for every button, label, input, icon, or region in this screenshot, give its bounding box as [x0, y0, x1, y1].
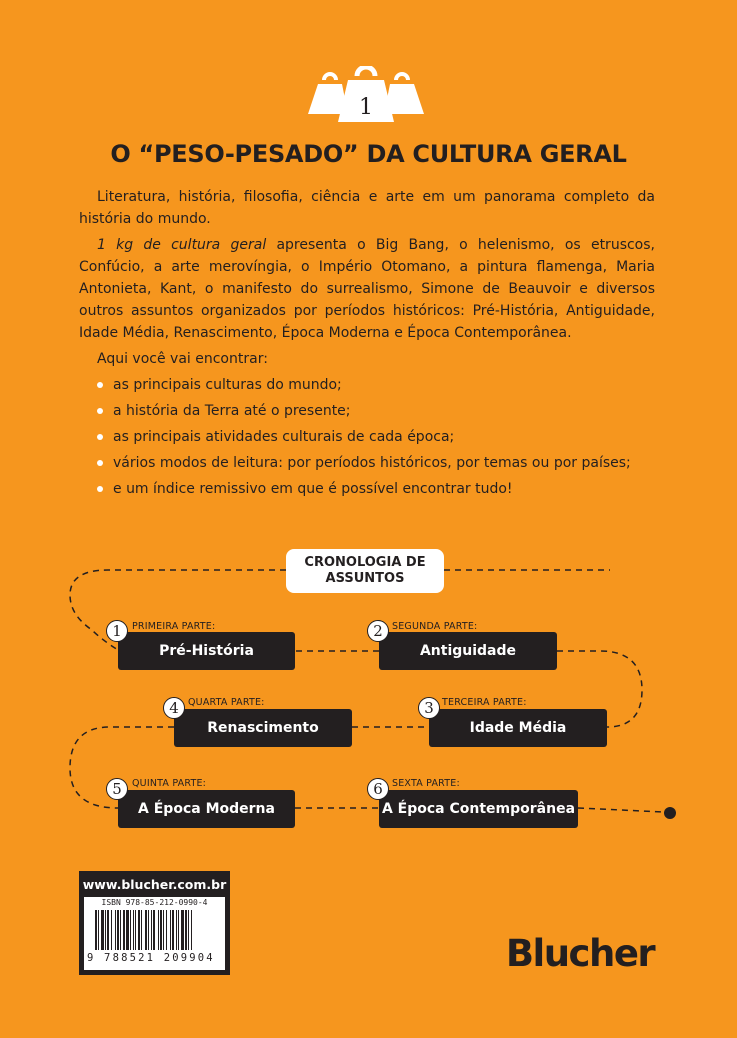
barcode-icon [95, 910, 223, 956]
stage-2-label: SEGUNDA PARTE: [392, 621, 478, 632]
list-item: as principais culturas do mundo; [79, 374, 655, 396]
list-item: e um índice remissivo em que é possível encontrar tudo! [79, 478, 655, 500]
timeline-heading-line2: ASSUNTOS [325, 571, 405, 586]
isbn-number: ISBN 978-85-212-0990-4 [101, 898, 208, 907]
stage-4-number: 4 [163, 697, 185, 719]
description [79, 186, 655, 504]
stage-5-label: QUINTA PARTE: [132, 778, 207, 789]
website-url: www.blucher.com.br [82, 876, 227, 892]
paragraph-summary [79, 234, 655, 344]
timeline-end-dot [664, 807, 676, 819]
stage-6-label: SEXTA PARTE: [392, 778, 460, 789]
stage-3-label: TERCEIRA PARTE: [442, 697, 527, 708]
stage-1-box: Pré-História [118, 632, 295, 670]
stage-5-box: A Época Moderna [118, 790, 295, 828]
stage-3-box: Idade Média [429, 709, 607, 747]
stage-5-number: 5 [106, 778, 128, 800]
timeline-heading [286, 549, 444, 593]
feature-list [79, 374, 655, 500]
list-item: a história da Terra até o presente; [79, 400, 655, 422]
stage-1-label: PRIMEIRA PARTE: [132, 621, 216, 632]
stage-4-label: QUARTA PARTE: [188, 697, 265, 708]
stage-1-number: 1 [106, 620, 128, 642]
publisher-logo: Blucher [505, 932, 655, 975]
list-item: vários modos de leitura: por períodos históricos, por temas ou por países; [79, 452, 655, 474]
stage-3-number: 3 [418, 697, 440, 719]
list-item: as principais atividades culturais de cada época; [79, 426, 655, 448]
weights-icon [304, 66, 428, 122]
stage-6-box: A Época Contemporânea [379, 790, 578, 828]
list-intro: Aqui você vai encontrar: [97, 351, 268, 367]
ean-digits: 9 788521 209904 [87, 952, 215, 964]
weights-icon-number: 1 [359, 95, 373, 120]
page-title: O “PESO-PESADO” DA CULTURA GERAL [110, 140, 627, 168]
stage-2-number: 2 [367, 620, 389, 642]
stage-2-box: Antiguidade [379, 632, 557, 670]
stage-4-box: Renascimento [174, 709, 352, 747]
book-title-italic: 1 kg de cultura geral [97, 237, 267, 253]
stage-6-number: 6 [367, 778, 389, 800]
timeline-heading-line1: CRONOLOGIA DE [304, 555, 426, 570]
paragraph-summary-text: apresenta o Big Bang, o helenismo, os etruscos, Confúcio, a arte merovíngia, o Império Otomano, a pintura flamenga, Maria Antonieta, Kant, o manifesto do surrealismo, Simone de Beauvoir e diversos outros assuntos organizados por períodos históricos: Pré-História, Antiguidade, Idade Média, Renascimento, Época Moderna e Época Contemporânea. [79, 237, 655, 341]
paragraph-intro: Literatura, história, filosofia, ciência e arte em um panorama completo da história do mundo. [79, 189, 655, 227]
